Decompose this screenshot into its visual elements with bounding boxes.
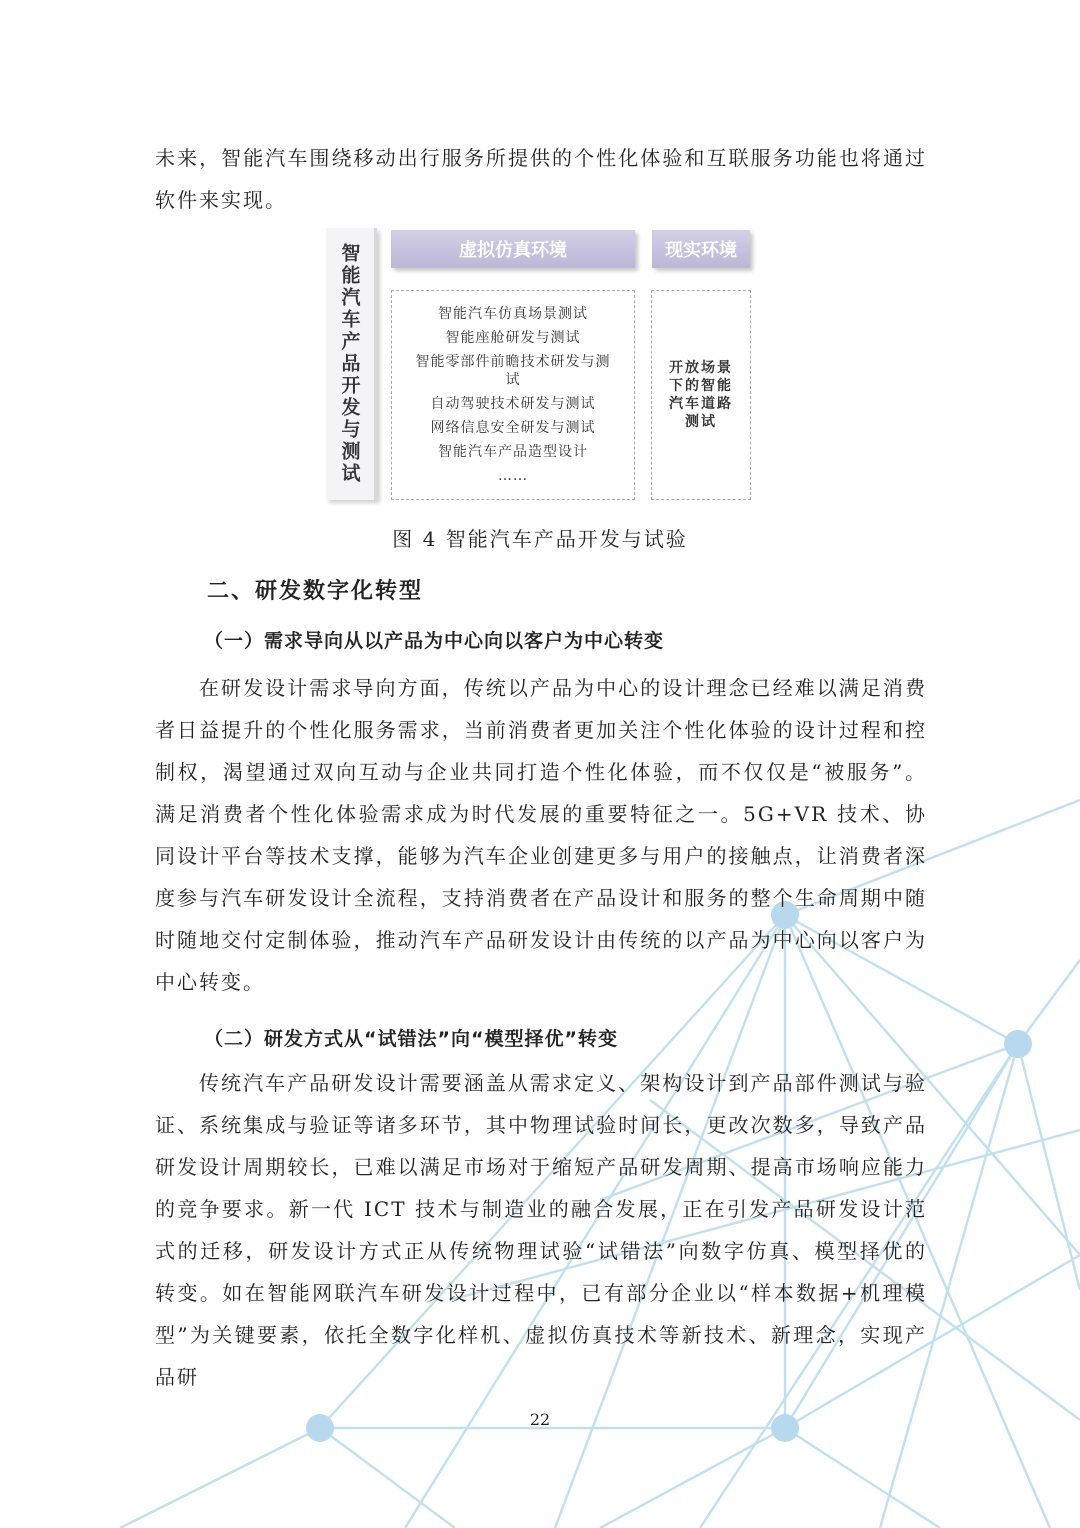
list-item: 智能汽车仿真场景测试 [438, 306, 588, 322]
list-item: 智能汽车产品造型设计 [438, 444, 588, 460]
list-item: 自动驾驶技术研发与测试 [430, 396, 596, 412]
figure-vertical-label [326, 228, 377, 500]
virtual-env-list [413, 302, 613, 488]
list-item: 智能座舱研发与测试 [445, 330, 581, 346]
list-item: 网络信息安全研发与测试 [430, 420, 596, 436]
virtual-env-header: 虚拟仿真环境 [391, 230, 635, 268]
section-heading: 二、研发数字化转型 [207, 579, 424, 604]
figure-caption: 图 4 智能汽车产品开发与试验 [392, 527, 688, 551]
list-item: 智能零部件前瞻技术研发与测试 [415, 354, 611, 388]
figure-vertical-label-text: 智能汽车产品开发与测试 [338, 243, 361, 485]
page-number: 22 [529, 1410, 551, 1429]
real-env-text: 开放场景下的智能汽车道路测试 [669, 360, 733, 430]
subsection-2-paragraph: 传统汽车产品研发设计需要涵盖从需求定义、架构设计到产品部件测试与验证、系统集成与验证等诸多环节，其中物理试验时间长，更改次数多，导致产品研发设计周期较长，已难以满足市场对于缩短产品研发周期、提高市场响应能力的竞争要求。新一代 ICT 技术与制造业的融合发展，正在引发产品研发设计范式的迁移，研发设计方式正从传统物理试验“试错法”向数字仿真、模型择优的转变。如在智能网联汽车研发设计过程中，已有部分企业以“样本数据+机理模型”为关键要素，依托全数字化样机、虚拟仿真技术等新技术、新理念，实现产品研 [155, 1071, 927, 1389]
real-env-header: 现实环境 [652, 230, 750, 268]
list-item: …… [498, 468, 528, 484]
subsection-2-heading: （二）研发方式从“试错法”向“模型择优”转变 [204, 1028, 618, 1050]
virtual-env-box [391, 290, 635, 500]
real-env-box [651, 290, 751, 500]
subsection-1-heading: （一）需求导向从以产品为中心向以客户为中心转变 [204, 630, 665, 652]
subsection-1-paragraph: 在研发设计需求导向方面，传统以产品为中心的设计理念已经难以满足消费者日益提升的个性化服务需求，当前消费者更加关注个性化体验的设计过程和控制权，渴望通过双向互动与企业共同打造个性化体验，而不仅仅是“被服务”。满足消费者个性化体验需求成为时代发展的重要特征之一。5G+VR 技术、协同设计平台等技术支撑，能够为汽车企业创建更多与用户的接触点，让消费者深度参与汽车研发设计全流程，支持消费者在产品设计和服务的整个生命周期中随时随地交付定制体验，推动汽车产品研发设计由传统的以产品为中心向以客户为中心转变。 [155, 676, 927, 994]
intro-paragraph: 未来，智能汽车围绕移动出行服务所提供的个性化体验和互联服务功能也将通过软件来实现。 [155, 146, 927, 212]
